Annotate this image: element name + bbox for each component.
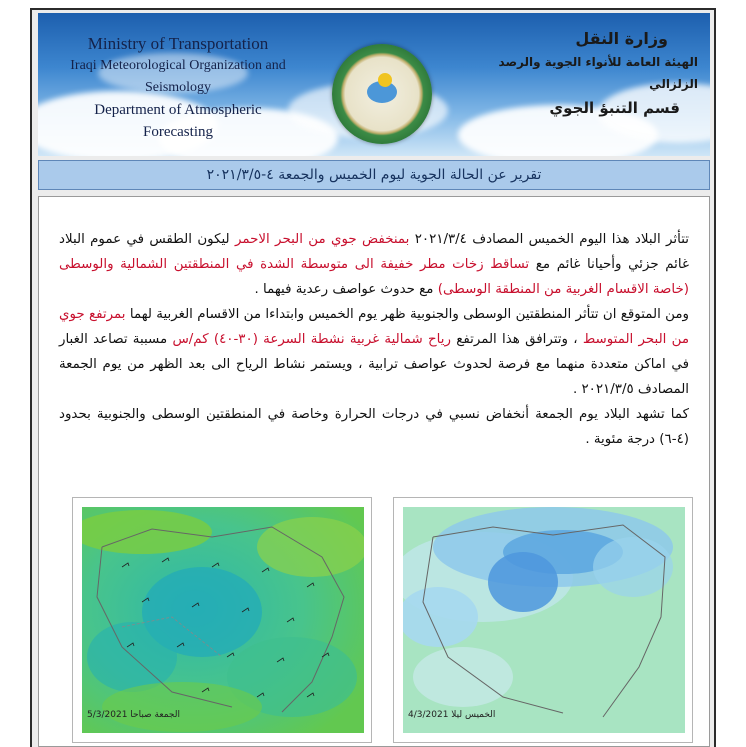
report-paragraph-2 bbox=[59, 302, 689, 402]
p2-highlight-high: بمرتفع جوي من البحر المتوسط bbox=[59, 307, 690, 347]
report-paragraph-3: كما تشهد البلاد يوم الجمعة أنخفاض نسبي في درجات الحرارة وخاصة في المنطقتين الوسطى والجنوبية بحدود (٤-٦) درجة مئوية . bbox=[59, 407, 689, 447]
p1-text-a: تتأثر البلاد هذا اليوم الخميس المصادف ٢٠٢١/٣/٤ bbox=[409, 232, 689, 247]
p1-text-b: ليكون الطقس في عموم البلاد غائم جزئي وأحيانا غائم مع bbox=[59, 232, 689, 272]
cloud-map-icon bbox=[403, 507, 685, 733]
header-ar-organization: الهيئة العامة للأنواء الجوية والرصد الزلزالي bbox=[498, 55, 698, 91]
cloud-map-caption: الخميس ليلا 4/3/2021 bbox=[408, 710, 496, 720]
header-english bbox=[58, 33, 298, 143]
p1-text-c: مع حدوث عواصف رعدية فيهما . bbox=[254, 282, 438, 297]
report-text bbox=[59, 227, 689, 452]
wind-map-caption: الجمعة صباحا 5/3/2021 bbox=[87, 710, 180, 720]
p2-text-a: ومن المتوقع ان تتأثر المنطقتين الوسطى والجنوبية ظهر يوم الخميس وابتداءا من الاقسام الغربية لهما bbox=[125, 307, 689, 322]
header-ar-ministry: وزارة النقل bbox=[575, 29, 668, 48]
header-en-ministry: Ministry of Transportation bbox=[87, 34, 269, 53]
report-title-bar bbox=[38, 160, 710, 190]
report-content bbox=[38, 196, 710, 747]
emblem-icon bbox=[332, 44, 432, 144]
header-en-department: Department of Atmospheric Forecasting bbox=[94, 102, 262, 140]
p2-highlight-wind: رياح شمالية غربية نشطة السرعة (٣٠-٤٠) كم/س bbox=[172, 332, 451, 347]
header-ar-department: قسم التنبؤ الجوي bbox=[549, 99, 680, 117]
p1-highlight-rain: تساقط زخات مطر خفيفة الى متوسطة الشدة في المنطقتين الشمالية والوسطى (خاصة الاقسام الغربية من المنطقة الوسطى) bbox=[59, 257, 689, 297]
header-banner bbox=[38, 13, 710, 156]
p2-text-c: مسببة تصاعد الغبار في اماكن متعددة منهما مع فرصة لحدوث عواصف ترابية ، ويستمر نشاط الرياح الى بعد الظهر من يوم الجمعة المصادف ٢٠٢١/٣/٥ . bbox=[59, 332, 689, 397]
header-en-organization: Iraqi Meteorological Organization and Seismology bbox=[70, 58, 286, 95]
wind-map-icon bbox=[82, 507, 364, 733]
report-paragraph-1 bbox=[59, 227, 689, 302]
p2-text-b: ، وتترافق هذا المرتفع bbox=[450, 332, 583, 347]
p1-highlight-low: بمنخفض جوي من البحر الاحمر bbox=[234, 232, 410, 247]
cloud-map bbox=[393, 497, 693, 743]
report-title: تقرير عن الحالة الجوية ليوم الخميس والجمعة ٤-٢٠٢١/٣/٥ bbox=[206, 167, 542, 183]
header-arabic bbox=[488, 27, 698, 121]
wind-map bbox=[72, 497, 372, 743]
